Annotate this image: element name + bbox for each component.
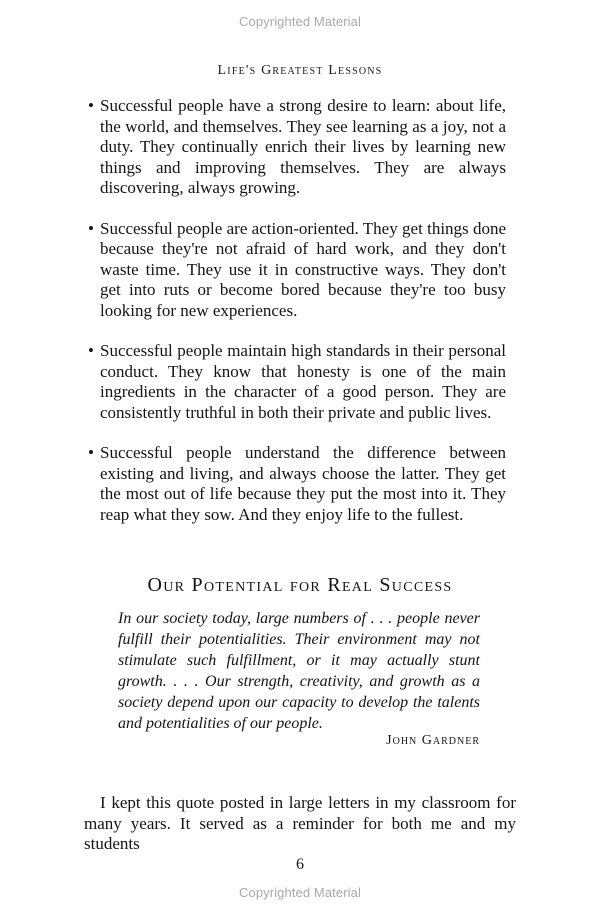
epigraph-quote: In our society today, large numbers of . . . people never fulfill their potentialities. Their environment may not stimulate such fulfillment, or it may actually stunt growth. . . . Our strength, creativity, and growth as a society depend upon our capacity to develop the talents and potentialities of our people.	[118, 610, 480, 732]
list-item	[86, 219, 506, 322]
running-head: Life's Greatest Lessons	[217, 63, 383, 78]
list-item-text: Successful people are action-oriented. They get things done because they're not afraid of hard work, and they don't waste time. They use it in constructive ways. They don't get into ruts or become bored because they're too busy looking for new experiences.	[100, 218, 506, 320]
body-paragraph: I kept this quote posted in large letters in my classroom for many years. It served as a reminder for both me and my students	[84, 793, 516, 853]
copyright-watermark-bottom: Copyrighted Material	[239, 885, 361, 900]
bullet-icon: •	[88, 443, 94, 462]
page-number: 6	[296, 856, 304, 873]
list-item	[86, 96, 506, 199]
list-item-text: Successful people have a strong desire to learn: about life, the world, and themselves. They see learning as a joy, not a duty. They continually enrich their lives by learning new things and improving themselves. They are always discovering, always growing.	[100, 96, 506, 197]
list-item	[86, 341, 506, 423]
copyright-watermark-top: Copyrighted Material	[239, 14, 361, 29]
section-heading: Our Potential for Real Success	[147, 574, 453, 596]
success-traits-list	[86, 96, 506, 545]
bullet-icon: •	[88, 341, 94, 360]
bullet-icon: •	[88, 96, 94, 115]
list-item-text: Successful people understand the difference between existing and living, and always choose the latter. They get the most out of life because they put the most into it. They reap what they sow. And they enjoy life to the fullest.	[100, 443, 506, 524]
quote-attribution: John Gardner	[386, 733, 480, 748]
list-item-text: Successful people maintain high standards in their personal conduct. They know that honesty is one of the main ingredients in the character of a good person. They are consistently truthful in both their private and public lives.	[100, 341, 506, 422]
list-item	[86, 443, 506, 525]
bullet-icon: •	[88, 218, 94, 238]
